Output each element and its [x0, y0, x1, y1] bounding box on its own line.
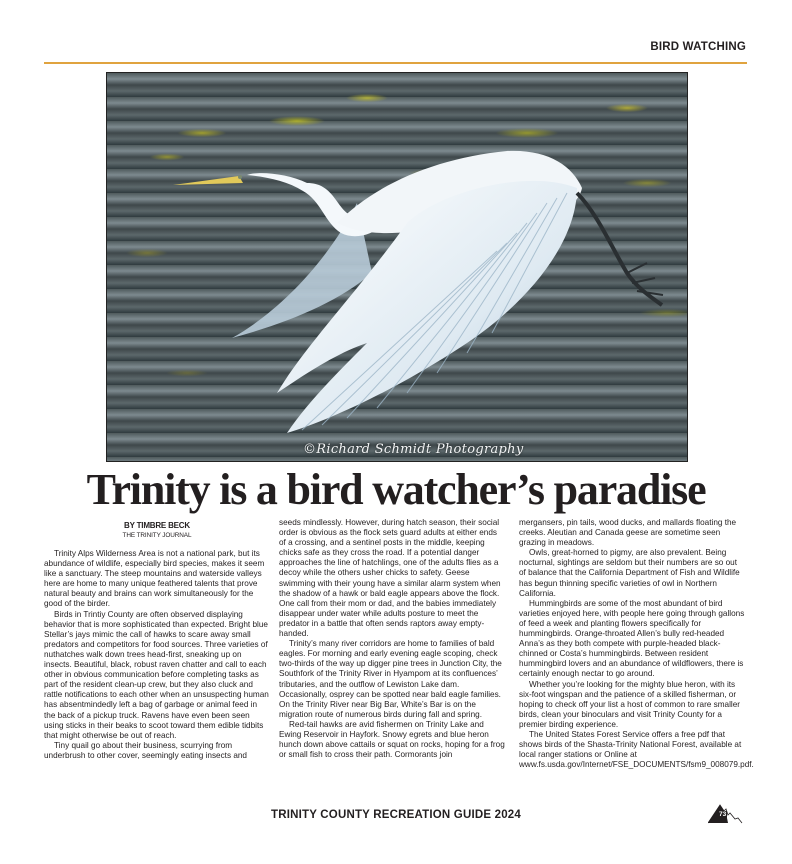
paragraph: Hummingbirds are some of the most abundant of bird varieties enjoyed here, with people here going through gallons of feed a week and planting flowers specifically for hummingbirds. Orange-throated Allen’s bully red-headed Anna’s as they both compete with purple-headed black-chinned or Costa’s hummingbirds. Between resident hummingbird lovers and an abundance of wildflowers, there is certainly enough nectar to go around. [519, 598, 745, 679]
byline: BY TIMBRE BECK [124, 521, 190, 530]
article-headline: Trinity is a bird watcher’s paradise [86, 465, 706, 514]
paragraph: Trinity’s many river corridors are home to families of bald eagles. For morning and early evening eagle scoping, check two-thirds of the way up digger pine trees in Junction City, the Southfork of the Trinity River in Hyampom at its confluences’ tributaries, and the outflow of Lewiston Lake dam. Occasionally, osprey can be spotted near bald eagle families. On the Trinity River near Big Bar, White’s Bar is on the migration route of numerous birds during fall and spring. [279, 639, 502, 719]
paragraph: Birds in Trintiy County are often observed displaying behavior that is more sophisticated than expected. Bright blue Stellar’s jays mimic the call of hawks to scare away small predators and competitors for food sources. Three varieties of nuthatches walk down trees head-first, sneaking up on insects. Beautiful, black, robust raven chatter and call to each other in obvious communication before completing tasks as part of the resident clean-up crew, but they also cluck and rattle notifications to each other when an unsuspecting human has absentmindedly left a bag of garbage or animal feed in the back of a pickup truck. Ravens have even been seen using sticks in their beaks to scoot toward them edible tidbits that might otherwise be out of reach. [44, 609, 269, 740]
paragraph: mergansers, pin tails, wood ducks, and mallards floating the creeks. Aleutian and Canada geese are sometime seen grazing in meadows. [519, 518, 737, 548]
egret-illustration [107, 73, 688, 462]
photo-credit: ©Richard Schmidt Photography [303, 442, 524, 457]
article-column-3 [519, 518, 754, 770]
paragraph: Whether you’re looking for the mighty blue heron, with its six-foot wingspan and the patience of a skilled fisherman, or hoping to check off your list a host of common to rare smaller birds, clean your binoculars and visit Trinity County for a premier birding experience. [519, 679, 741, 729]
byline-org: THE TRINITY JOURNAL [122, 532, 192, 539]
header-rule [44, 62, 747, 64]
paragraph: Red-tail hawks are avid fishermen on Trinity Lake and Ewing Reservoir in Hayfork. Snowy egrets and blue heron hunch down above cattails or squat on rocks, hoping for a frog or small fish to cross their path. Cormorants join [279, 719, 505, 760]
page-number: 73 [719, 811, 727, 818]
page-number-badge [708, 803, 744, 825]
paragraph: The United States Forest Service offers a free pdf that shows birds of the Shasta-Trinity National Forest, available at local ranger stations or Online at www.fs.usda.gov/Internet/FSE_DOCUMENTS/fsm9_008079.pdf. [519, 729, 754, 770]
egret-photo [106, 72, 688, 462]
paragraph: Owls, great-horned to pigmy, are also prevalent. Being nocturnal, sightings are seldom but their numbers are so out of balance that the California Department of Fish and Wildlife has begun thinning specific varieties of owl in Northern California. [519, 548, 740, 598]
publication-title: TRINITY COUNTY RECREATION GUIDE 2024 [270, 809, 522, 821]
article-column-1 [44, 517, 270, 761]
article-column-2 [279, 518, 505, 760]
section-label: BIRD WATCHING [650, 41, 746, 53]
paragraph: Trinity Alps Wilderness Area is not a national park, but its abundance of wildlife, especially bird species, makes it seem like a sanctuary. The steep mountains and waterside valleys here are home to many unique feathered talents that prove natural beauty and brains can work simultaneously for the good of the birder. [44, 549, 265, 609]
paragraph: Tiny quail go about their business, scurrying from underbrush to other cover, seemingly eating insects and [44, 740, 247, 760]
paragraph: seeds mindlessly. However, during hatch season, their social order is obvious as the flock sets guard adults at either ends of a crossing, and a sentinel posts in the middle, keeping chicks safe as they cross the road. If a potential danger approaches the line of hatchlings, one of the adults flies as a decoy while the others usher chicks to safety. Geese swimming with their young have a similar alarm system when the shadow of a hawk or bald eagle appears above the flock. One call from their mom or dad, and the babies immediately disappear under water while adults posture to meet the predator in a battle that often sends raptors away empty-handed. [279, 518, 501, 639]
